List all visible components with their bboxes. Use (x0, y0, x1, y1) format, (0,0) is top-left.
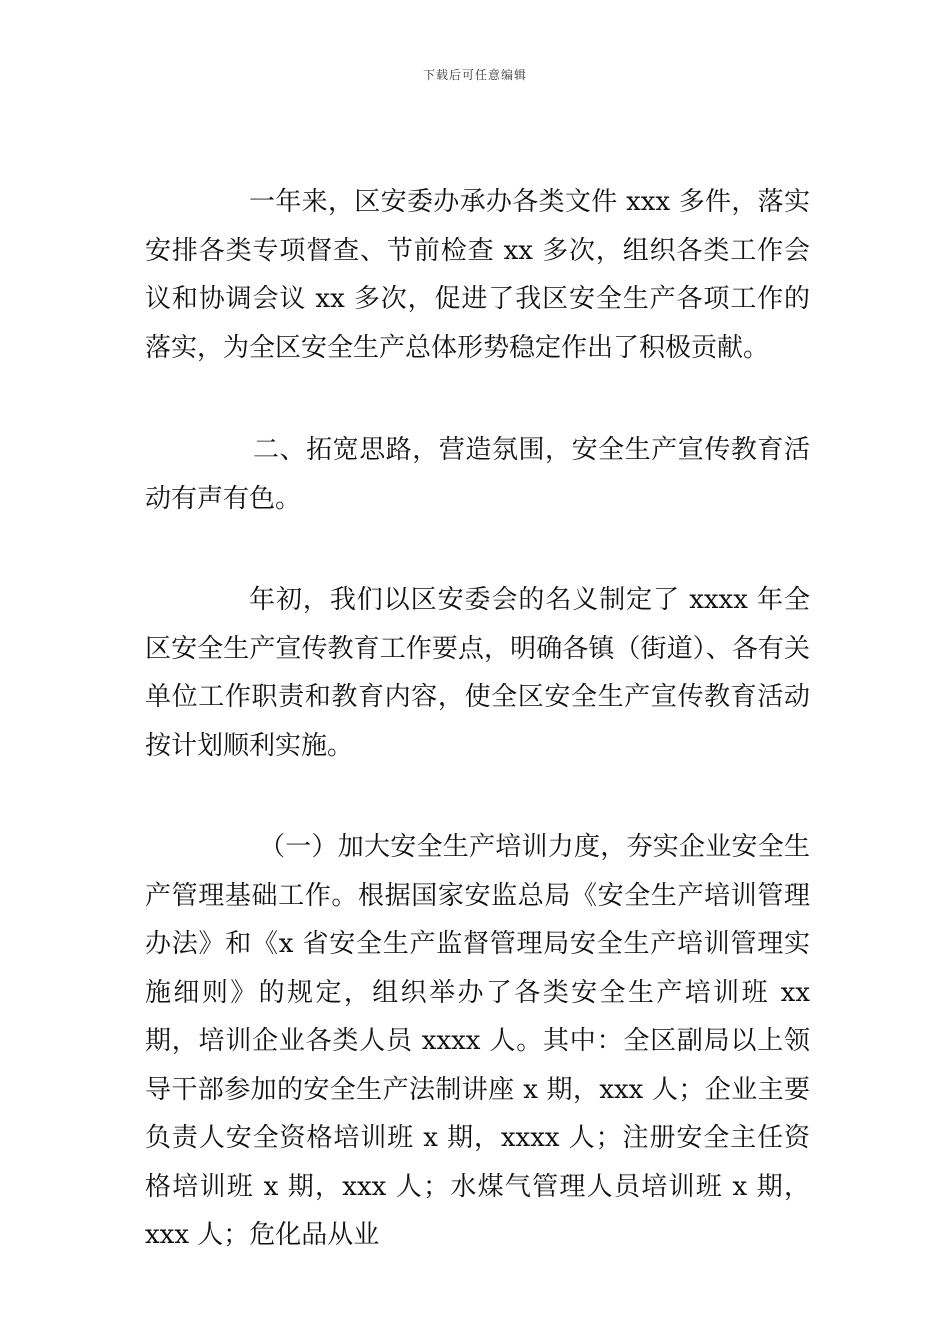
section-heading-2: 二、拓宽思路，营造氛围，安全生产宣传教育活动有声有色。 (145, 435, 810, 514)
paragraph-plan: 年初，我们以区安委会的名义制定了 xxxx 年全区安全生产宣传教育工作要点，明确各镇（街道）、各有关单位工作职责和教育内容，使全区安全生产宣传教育活动按计划顺利实施。 (145, 585, 810, 761)
paragraph-training: （一）加大安全生产培训力度，夯实企业安全生产管理基础工作。根据国家安监总局《安全生产培训管理办法》和《x 省安全生产监督管理局安全生产培训管理实施细则》的规定，组织举办了各类安全生产培训班 xx 期，培训企业各类人员 xxxx 人。其中：全区副局以上领导干部参加的安全生产法制讲座 x 期，xxx 人；企业主要负责人安全资格培训班 x 期，xxxx 人；注册安全主任资格培训班 x 期，xxx 人；水煤气管理人员培训班 x 期，xxx 人；危化品从业 (145, 832, 810, 1250)
paragraph-summary: 一年来，区安委办承办各类文件 xxx 多件，落实安排各类专项督查、节前检查 xx 多次，组织各类工作会议和协调会议 xx 多次，促进了我区安全生产各项工作的落实，为全区安全生产总体形势稳定作出了积极贡献。 (145, 187, 810, 363)
page-header-note: 下载后可任意编辑 (422, 68, 527, 82)
